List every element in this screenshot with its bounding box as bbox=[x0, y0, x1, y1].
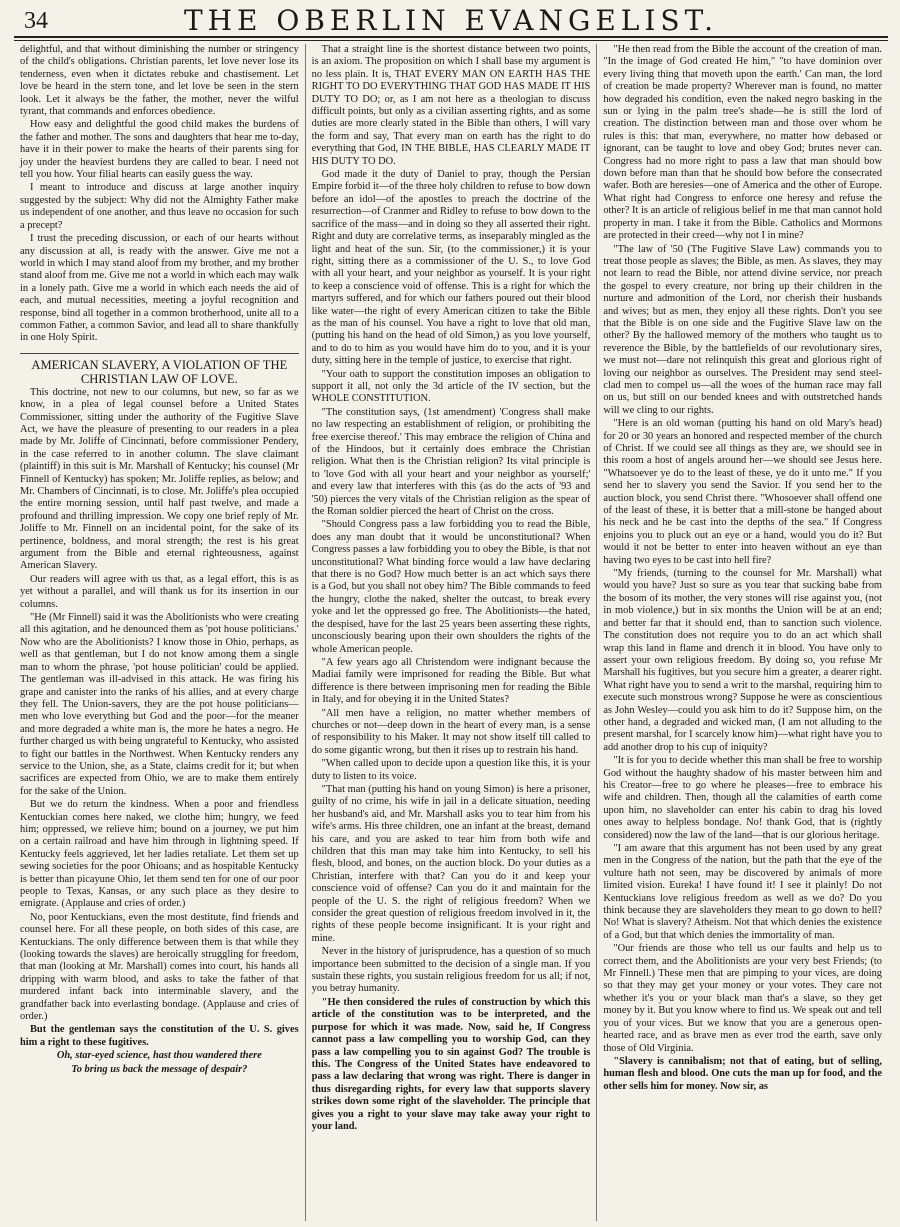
page-number: 34 bbox=[24, 8, 48, 34]
paragraph: delightful, and that without diminishing the number or stringency of the child's obligations. Christian parents, let love never lose its tenderness, even when it dictates rebuke and chastisement. Let love be heard in the stern tone, and let love be seen in the stern look. Let it always be the father, the mother, never the wilful tyrant, that commands and enforces obedience. bbox=[20, 44, 299, 118]
paragraph: "Our friends are those who tell us our faults and help us to correct them, and the Abolitionists are your very best Friends; (to Mr Finnell.) These men that are pimping to your vices, are doing so that they may get your money or your votes. They care not whether it's you or your black man that's a slave, so they get money by it. But you know where to find us. We speak out and tell you of your vices. But we know that you are a generous open-hearted race, and as brave men as ever trod the earth, save only those of Old Virginia. bbox=[603, 943, 883, 1054]
column-3 bbox=[596, 44, 888, 1221]
paragraph: "Slavery is cannibalism; not that of eating, but of selling, human flesh and blood. One cuts the man up for food, and the other sells him for money. Now sir, as bbox=[603, 1055, 883, 1092]
paragraph: "It is for you to decide whether this man shall be free to worship God without the haughty shadow of his master between him and his Creator—free to go where he pleases—free to embrace his wife and children. Then, though all the calamities of earth come upon him, no slaveholder can enter his cabin to drag his loved ones away to helpless bondage. No! thank God, that is (rightly considered) now the law of the land—that is our glorious heritage. bbox=[603, 755, 883, 841]
paragraph: God made it the duty of Daniel to pray, though the Persian Empire forbid it—of the three holy children to refuse to bow down before an idol—of the apostles to preach the doctrine of the resurrection—of Cranmer and Ridley to refuse to bow down to the sacrifice of the mass—and in doing so they all asserted their right. Right and duty are correlative terms, as inseparably mingled as the light and heat of the sun. Sir, (to the commissioner,) it is your right, sitting there as a commissioner of the U. S., to love God with all your heart, and your neighbor as yourself. It is your right to keep a conscience void of offense. This is a right for which the martyrs suffered, and for which our fathers poured out their blood like water—the right of every American citizen to take the Bible as the man of his counsel. You have a right to love that old man, (putting his hand on the head of old Simon,) as you love yourself, and to do to him as you would have him do to you, and it is your duty, sitting here in the temple of justice, to exercise that right. bbox=[311, 169, 591, 367]
paragraph: This doctrine, not new to our columns, but new, so far as we know, in a plea of legal counsel before a United States Commissioner, sitting under the authority of the Fugitive Slave Act, we have the pleasure of presenting to our readers in a plea made by Mr. Joliffe of Cincinnati, before commissioner Pendery, in the case referred to in another column. The slave claimant (plaintiff) in this suit is Mr. Marshall of Kentucky; his counsel (Mr Finnell of Kentucky) has spoken; Mr. Joliffe replies, as below; and Mr. Chambers of Cincinnati, is to close. Mr. Joliffe's plea occupied the entire morning session, until half past twelve, and made a profound and thrilling impression. We copy one brief reply of Mr. Joliffe to Mr. Finnell on an incidental point, for the sake of its pertinence, boldness, and moral strength; the rest is his great argument from the Bible and eternal righteousness, against American Slavery. bbox=[20, 386, 299, 572]
paragraph: But we do return the kindness. When a poor and friendless Kentuckian comes here naked, we clothe him; hungry, we feed him; oppressed, we relieve him; bound on a journey, we put him on a certain railroad and have him through in lightning speed. If Kentucky feels aggrieved, let her ladies retaliate. Let them set up sewing societies for the poor Ohioans; and as hospitable Kentucky is better than picayune Ohio, let them send ten for one of our poor people to Texas, Kansas, or any such place as they desire to emigrate. (Applause and cries of order.) bbox=[20, 799, 299, 910]
paragraph: "When called upon to decide upon a question like this, it is your duty to listen to its voice. bbox=[311, 758, 591, 782]
paragraph: "The constitution says, (1st amendment) 'Congress shall make no law respecting an establishment of religion, or prohibiting the free exercise thereof.' This may embrace the religion of China and of the Hindoos, but it certainly does embrace the Christian religion. What then is the Christian religion? Its vital principle is to 'love God with all your heart and your neighbor as yourself;' and every law that interferes with this (as do the acts of '93 and '50) pierces the very vitals of the Christian religion as the spear of the Roman soldier pierced the heart of Christ on the cross. bbox=[311, 406, 591, 518]
paragraph: How easy and delightful the good child makes the burdens of the father and mother. The sons and daughters that hear me to-day, have it in their power to make the hearts of their parents sing for joy under the heaviest burdens they are called to bear. I need not tell you how. Your filial hearts can easily guess the way. bbox=[20, 119, 299, 181]
paragraph: But the gentleman says the constitution of the U. S. gives him a right to these fugitives. bbox=[20, 1024, 299, 1048]
paragraph: "All men have a religion, no matter whether members of churches or not—deep down in the heart of every man, is a sense of responsibility to his Maker. It may not show itself till called to do some gigantic wrong, but then it rises up to restrain his hand. bbox=[311, 707, 591, 756]
paragraph: "Here is an old woman (putting his hand on old Mary's head) for 20 or 30 years an honored and respected member of the church of Christ. If we could see all things as they are, we should see in this room a host of angels around her—we should see Jesus here. "Whatsoever ye do to the least of these, ye do it unto me." If you send her to slavery you send the Savior. If you send her to the auction block, you send Christ there. "Whosoever shall offend one of the least of these, it is better that a mill-stone be hanged about his neck and he be cast into the depths of the sea." If Congress enjoins you to pluck out an eye or a hand, would you do it? But would it not be better to enter into heaven without an eye than having two eyes to be cast into hell fire? bbox=[603, 418, 883, 566]
paragraph: "He then considered the rules of construction by which this article of the constitution was to be interpreted, and the purpose for which it was made. Now, said he, If Congress cannot pass a law compelling you to worship God, can they pass a law compelling you to sin against God? The trouble is this. The Congress of the United States have endeavored to pass a law declaring that wrong was right. There is danger in thus disregarding rights, for every law that supports slavery strikes down some right of the slaveholder. The principle that gives you a right to your slave may take away your right to your land. bbox=[311, 996, 591, 1132]
article-heading: AMERICAN SLAVERY, A VIOLATION OF THE CHRISTIAN LAW OF LOVE. bbox=[31, 357, 288, 386]
masthead-rule bbox=[14, 40, 888, 41]
paragraph: "He then read from the Bible the account of the creation of man. "In the image of God created He him," "to have dominion over every living thing that moveth upon the earth.' Can man, the lord of creation be made property? Wherever man is found, no matter how degraded his condition, even the naked negro basking in the sun or lying in the palm tree's shade—he is still the lord of creation. The distinction between man and those over whom he rules is this: that man, everywhere, no matter how debased or ignorant, can be taught to love and obey God; brutes never can. Congress had no more right to pass a law that man should bow down before man than that he should bow before the consecrated wafer. Both are heresies—one of America and the other of Europe. What right had Congress to enforce one heresy and refuse the other? It is an article of religious belief in me that man cannot hold property in man. I take it from the Bible. Catholics and Mormons are protected in their creed—why not I in mine? bbox=[603, 44, 883, 242]
masthead bbox=[14, 6, 888, 38]
poem-line: Oh, star-eyed science, hast thou wandered there bbox=[56, 1050, 262, 1062]
paragraph: Never in the history of jurisprudence, has a question of so much importance been submitted to the decision of a single man. If you sustain these rights, you sustain religious freedom for us all; if not, you betray humanity. bbox=[311, 946, 591, 995]
paragraph: No, poor Kentuckians, even the most destitute, find friends and counsel here. For all these people, on both sides of this case, are Kentuckians. The only difference between them is that while they (looking towards the slaves) are heroically struggling for freedom, that man (looking at Mr. Marshall) comes into court, his hands all dripping with warm blood, and asks to take the father of that murdered infant back into interminable slavery, and the grandfather back into everlasting bondage. (Applause and cries of order.) bbox=[20, 911, 299, 1023]
column-1 bbox=[14, 44, 305, 1221]
paragraph: That a straight line is the shortest distance between two points, is an axiom. The proposition on which I shall base my argument is no less plain. It is, THAT EVERY MAN ON EARTH HAS THE RIGHT TO DO EVERYTHING THAT GOD HAS MADE IT HIS DUTY TO DO; or, as I am not here as a theologian to discuss difficult points, but only as a civilian asserting rights, and as some duties are more clearly stated in the Bible than others, I will vary the form and say, That every man on earth has the right to do everything that God, IN THE BIBLE, HAS CLEARLY MADE IT HIS DUTY TO DO. bbox=[311, 44, 591, 167]
paragraph: "Should Congress pass a law forbidding you to read the Bible, does any man doubt that it would be unconstitutional? When Congress passes a law forbidding you to obey the Bible, is that not unconstitutional? What binding force would a law have declaring that there is no God? How much better is an act which says there is a God, but you shall not obey him? The Bible commands to feed the hungry, clothe the naked, shelter the outcast, to break every yoke and let the oppressed go free. The Abolitionists—the hated, the despised, have for the last 25 years been asserting these rights, unconsciously bearing upon their own shoulders the rights of the whole American people. bbox=[311, 519, 591, 655]
paragraph: I trust the preceding discussion, or each of our hearts without any discussion at all, is ready with the answer. Give me not a world in which I may stand aloof from my brother, and my brother stand aloof from me. Give me not a world in which each may walk in a lonely path. Give me a world in which each needs the aid of each, and mutual necessities, meeting a joyful recognition and response, bind all together in a common brotherhood, unite all to a common Father, a common Savior, and lead all to share thankfully in one Holy Spirit. bbox=[20, 233, 299, 344]
poem-line: To bring us back the message of despair? bbox=[71, 1063, 248, 1075]
paragraph: "The law of '50 (The Fugitive Slave Law) commands you to treat those people as slaves; the Bible, as men. As slaves, they may not learn to read the Bible, nor attend divine service, nor preach the gospel to every creature, nor bring up their children in the nurture and admonition of the Lord, nor cherish their husbands and wives; but as men, they enjoy all these rights. Don't you see that the Bible is on one side and the Fugitive Slave law on the other? By the hallowed memory of the mothers who taught us to reverence the Bible, by the battlefields of our revolutionary sires, we must not—dare not relinquish this great and glorious right of loving our neighbor as ourselves. The President may send steel-clad men to compel us—all the woes of the human race may fall on us, but still on our bended knees and with outstretched hands will we cling to our rights. bbox=[603, 243, 883, 416]
section-divider bbox=[20, 353, 299, 354]
paragraph: "He (Mr Finnell) said it was the Abolitionists who were creating all this agitation, and he denounced them as 'pot house politicians.' Now who are the Abolitionists? I know those in Ohio, perhaps, as well as that gentleman, but I do not know among them a single man to whom the phrase, 'pot house politician' could be applied. The gentleman was ill-advised in this attack. He was firing his grape and canister into the ranks of his allies, and at every charge they fell. The Union-savers, they are the pot house politicians—men who love everything but God and the poor—for the meaner and more degraded a white man is, the more he hates a negro. He further charged us with being ungrateful to Kentucky, who assisted to fight our battles in the Northwest. When Kentucky renders any service to the Union, she, as a State, claims credit for it; but when sacrifices are expected from Ohio, we are to make them entirely for the sake of the Union. bbox=[20, 612, 299, 797]
paragraph: Our readers will agree with us that, as a legal effort, this is as yet without a parallel, and will thank us for its insertion in our columns. bbox=[20, 573, 299, 610]
paragraph: "My friends, (turning to the counsel for Mr. Marshall) what would you have? Just so sure as you tear that sucking babe from the bosom of its mother, the very stones will rise against you, (not in mob violence,) but in six months the Union will be at an end; and better far that it should end, than to sanction such violence. The constitution does not require you to do an act which shall wrap this land in flame and drench it in blood. You have only to assert your own religious freedom. By doing so, you refuse Mr Marshall his fugitives, but you secure him a greater, a dearer right. What right have you to send a writ to the marshal, requiring him to execute such monstrous wrong? Suppose he were as conscientious as John Wesley—could you ask him to do it? Suppose him, on the other hand, a degraded and wicked man, (I am not alluding to the present marshal, for I scarcely know him)—what right have you to add another drop to his cup of iniquity? bbox=[603, 568, 883, 753]
column-2 bbox=[305, 44, 597, 1221]
paragraph: "I am aware that this argument has not been used by any great men in the Congress of the nation, but the path that the eye of the vulture hath not seen, may be discovered by animals of more limited vision. Eureka! I have found it! I see it plainly! Do not Kentuckians love religious freedom as well as we do? Do you think because they are slaveholders they mean to go down to hell? No! What is slavery? Atheism. Not that which denies the existence of a God, but that which denies the immortality of man. bbox=[603, 843, 883, 941]
paragraph: I meant to introduce and discuss at large another inquiry suggested by the subject: Why did not the Almighty Father make us independent of one another, and thus leave no occasion for such a precept? bbox=[20, 182, 299, 231]
article-columns bbox=[14, 44, 888, 1221]
paragraph: "Your oath to support the constitution imposes an obligation to support it all, not only the 3d article of the IV section, but the WHOLE CONSTITUTION. bbox=[311, 368, 591, 405]
newspaper-title: THE OBERLIN EVANGELIST. bbox=[183, 4, 719, 37]
paragraph: "A few years ago all Christendom were indignant because the Madiai family were imprisoned for reading the Bible. But what difference is there between imprisoning men for reading the Bible in Italy, and for obeying it in the United States? bbox=[311, 656, 591, 706]
paragraph: "That man (putting his hand on young Simon) is here a prisoner, guilty of no crime, his wife in jail in a delicate situation, needing her husband's aid, and Mr. Marshall asks you to tear him from his wife's arms. His three children, one an infant at the breast, demand his care, and you are asked to tear him from both wife and children that this man may take him into Kentucky, to sell his flesh, blood, and bones, on the auction block. Do your duties as a Christian, interfere with that? Can you do it and keep your conscience void of offense? Can you do it and maintain for the people of the U. S. the right of religious freedom? When we consider the great question of religious freedom involved in it, the rights of these people become insignificant. It is your right and mine. bbox=[311, 783, 591, 944]
